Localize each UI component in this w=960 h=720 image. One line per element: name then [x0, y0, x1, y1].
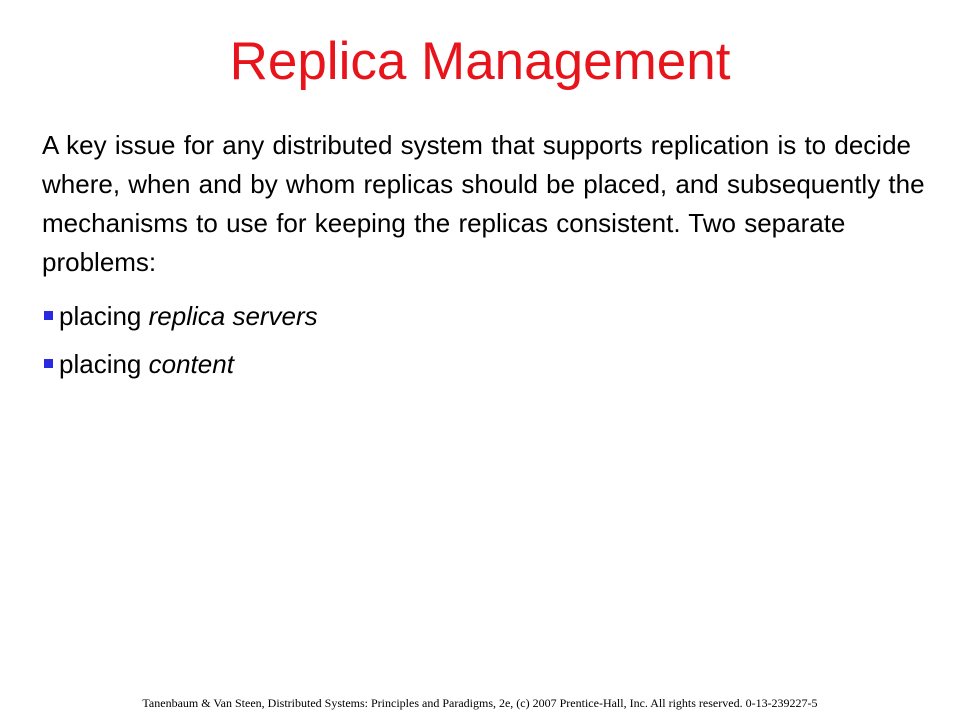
- bullet-prefix: placing: [59, 301, 149, 331]
- slide-title: Replica Management: [229, 32, 731, 91]
- bullet-item-replica-servers: [42, 292, 932, 340]
- bullet-list: [42, 292, 932, 388]
- bullet-emphasis: content: [148, 349, 234, 379]
- square-bullet-icon: [44, 359, 53, 368]
- body-paragraph: A key issue for any distributed system that supports replication is to decide where, when and by whom replicas should be placed, and subsequently the mechanisms to use for keeping the replicas consistent. Two separate problems:: [42, 130, 925, 277]
- bullet-prefix: placing: [59, 349, 149, 379]
- square-bullet-icon: [44, 311, 53, 320]
- slide-body: [42, 126, 932, 388]
- bullet-item-content: [42, 340, 932, 388]
- bullet-emphasis: replica servers: [148, 301, 318, 331]
- copyright-footer: Tanenbaum & Van Steen, Distributed Systems: Principles and Paradigms, 2e, (c) 2007 Prentice-Hall, Inc. All rights reserved. 0-13-239227-5: [142, 696, 818, 710]
